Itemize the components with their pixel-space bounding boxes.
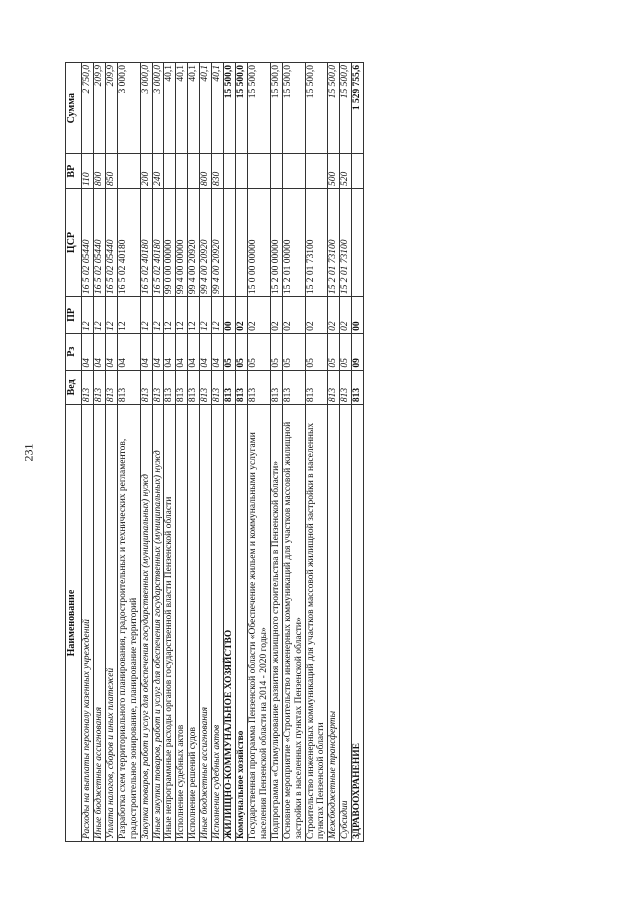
cell-ved: 813 [282,370,305,405]
page-number: 231 [21,443,36,462]
cell-csr: 99 4 00 20920 [212,188,224,296]
table-row [152,63,164,842]
table-row [93,63,105,842]
cell-name: Разработка схем территориального планирования, градостроительных и технических регламентов, градостроительное зонирование, планирование территорий [117,405,140,842]
header-pr: ПР [66,297,82,334]
cell-vr: 520 [340,154,352,189]
cell-csr: 15 2 00 00000 [270,188,282,296]
budget-table [65,62,364,842]
cell-pr: 00 [352,297,364,334]
cell-vr [164,154,176,189]
cell-vr [247,154,270,189]
cell-sum: 15 500,0 [282,63,305,154]
cell-csr: 15 2 01 73100 [340,188,352,296]
cell-pr: 02 [328,297,340,334]
cell-rz: 04 [93,333,105,370]
cell-ved: 813 [82,370,94,405]
header-name: Наименование [66,405,82,842]
cell-name: Межбюджетные трансферты [328,405,340,842]
cell-name: Подпрограмма «Стимулирование развития жилищного строительства в Пензенской области» [270,405,282,842]
cell-sum: 15 500,0 [247,63,270,154]
cell-pr: 12 [164,297,176,334]
header-rz: Рз [66,333,82,370]
cell-rz: 04 [82,333,94,370]
cell-sum: 40,1 [188,63,200,154]
cell-pr: 02 [305,297,328,334]
cell-name: Закупка товаров, работ и услуг для обеспечения государственных (муниципальных) нужд [140,405,152,842]
cell-pr: 12 [188,297,200,334]
cell-ved: 813 [270,370,282,405]
cell-sum: 15 500,0 [305,63,328,154]
table-row [340,63,352,842]
cell-csr: 16 5 02 40180 [117,188,140,296]
cell-rz: 05 [328,333,340,370]
cell-rz: 04 [212,333,224,370]
cell-name: Субсидии [340,405,352,842]
budget-table-container [65,62,610,842]
cell-vr: 500 [328,154,340,189]
cell-vr: 850 [105,154,117,189]
cell-csr [235,188,247,296]
cell-ved: 813 [212,370,224,405]
cell-csr: 15 0 00 00000 [247,188,270,296]
table-row [282,63,305,842]
cell-csr: 99 4 00 20920 [200,188,212,296]
cell-name: Государственная программа Пензенской области «Обеспечение жильем и коммунальными услугами населения Пензенской области на 2014 - 2020 годы» [247,405,270,842]
cell-pr: 00 [224,297,236,334]
cell-vr [305,154,328,189]
table-row [140,63,152,842]
cell-sum: 3 000,0 [152,63,164,154]
cell-name: Иные непрограммные расходы органов государственной власти Пензенской области [164,405,176,842]
cell-rz: 04 [176,333,188,370]
cell-pr: 12 [152,297,164,334]
table-row [117,63,140,842]
cell-rz: 05 [305,333,328,370]
cell-csr: 15 2 01 73100 [305,188,328,296]
cell-sum: 209,9 [93,63,105,154]
cell-csr [224,188,236,296]
table-row [305,63,328,842]
cell-ved: 813 [352,370,364,405]
header-sum: Сумма [66,63,82,154]
cell-pr: 12 [176,297,188,334]
cell-name: Иные бюджетные ассигнования [93,405,105,842]
cell-csr: 16 5 02 40180 [152,188,164,296]
cell-name: Исполнение судебных актов [212,405,224,842]
table-row [352,63,364,842]
cell-vr: 110 [82,154,94,189]
cell-rz: 04 [188,333,200,370]
cell-rz: 05 [270,333,282,370]
cell-name: Исполнение судебных актов [176,405,188,842]
cell-csr: 16 5 02 40180 [140,188,152,296]
cell-ved: 813 [340,370,352,405]
cell-rz: 05 [340,333,352,370]
table-header-row [66,63,82,842]
cell-vr: 800 [93,154,105,189]
header-csr: ЦСР [66,188,82,296]
cell-pr: 12 [105,297,117,334]
cell-csr: 15 2 01 73100 [328,188,340,296]
header-ved: Вед [66,370,82,405]
cell-csr: 99 4 00 00000 [176,188,188,296]
table-row [105,63,117,842]
cell-ved: 813 [93,370,105,405]
cell-sum: 15 500,0 [235,63,247,154]
cell-vr: 240 [152,154,164,189]
cell-rz: 05 [282,333,305,370]
table-row [176,63,188,842]
cell-vr [224,154,236,189]
cell-name: ЗДРАВООХРАНЕНИЕ [352,405,364,842]
cell-ved: 813 [224,370,236,405]
cell-ved: 813 [328,370,340,405]
cell-rz: 09 [352,333,364,370]
cell-rz: 05 [224,333,236,370]
cell-vr [282,154,305,189]
cell-name: Коммунальное хозяйство [235,405,247,842]
cell-pr: 12 [140,297,152,334]
cell-pr: 02 [340,297,352,334]
cell-rz: 04 [117,333,140,370]
table-row [270,63,282,842]
cell-vr [235,154,247,189]
cell-csr: 16 5 02 05440 [105,188,117,296]
cell-vr: 800 [200,154,212,189]
cell-ved: 813 [305,370,328,405]
cell-sum: 40,1 [176,63,188,154]
table-row [188,63,200,842]
table-body [82,63,364,842]
cell-sum: 209,9 [105,63,117,154]
table-row [235,63,247,842]
cell-vr [117,154,140,189]
cell-vr: 200 [140,154,152,189]
cell-vr [176,154,188,189]
cell-pr: 12 [212,297,224,334]
cell-sum: 40,1 [164,63,176,154]
cell-rz: 04 [200,333,212,370]
table-row [328,63,340,842]
cell-ved: 813 [200,370,212,405]
cell-rz: 04 [152,333,164,370]
table-row [164,63,176,842]
cell-sum: 1 529 755,6 [352,63,364,154]
cell-pr: 12 [93,297,105,334]
cell-csr: 16 5 02 05440 [82,188,94,296]
cell-name: Уплата налогов, сборов и иных платежей [105,405,117,842]
table-row [212,63,224,842]
cell-vr: 830 [212,154,224,189]
cell-rz: 05 [247,333,270,370]
cell-ved: 813 [105,370,117,405]
cell-sum: 3 000,0 [140,63,152,154]
cell-ved: 813 [152,370,164,405]
cell-csr: 15 2 01 00000 [282,188,305,296]
cell-pr: 12 [117,297,140,334]
cell-name: Иные закупки товаров, работ и услуг для обеспечения государственных (муниципальных) нужд [152,405,164,842]
cell-name: ЖИЛИЩНО-КОММУНАЛЬНОЕ ХОЗЯЙСТВО [224,405,236,842]
cell-sum: 2 750,0 [82,63,94,154]
cell-sum: 15 500,0 [270,63,282,154]
table-row [200,63,212,842]
cell-name: Строительство инженерных коммуникаций для участков массовой жилищной застройки в населенных пунктах Пензенской области [305,405,328,842]
cell-sum: 15 500,0 [340,63,352,154]
cell-name: Исполнение решений судов [188,405,200,842]
cell-name: Расходы на выплаты персоналу казенных учреждений [82,405,94,842]
cell-pr: 02 [270,297,282,334]
cell-rz: 05 [235,333,247,370]
cell-ved: 813 [117,370,140,405]
cell-ved: 813 [188,370,200,405]
cell-csr [352,188,364,296]
cell-pr: 12 [82,297,94,334]
cell-rz: 04 [105,333,117,370]
table-row [224,63,236,842]
cell-sum: 40,1 [212,63,224,154]
cell-pr: 02 [235,297,247,334]
cell-ved: 813 [140,370,152,405]
cell-rz: 04 [164,333,176,370]
cell-pr: 12 [200,297,212,334]
cell-rz: 04 [140,333,152,370]
cell-csr: 99 4 00 20920 [188,188,200,296]
cell-sum: 40,1 [200,63,212,154]
cell-sum: 15 500,0 [328,63,340,154]
table-row [247,63,270,842]
cell-pr: 02 [282,297,305,334]
cell-csr: 16 5 02 05440 [93,188,105,296]
header-vr: ВР [66,154,82,189]
cell-ved: 813 [164,370,176,405]
cell-name: Основное мероприятие «Строительство инженерных коммуникаций для участков массовой жилищной застройки в населенных пунктах Пензенской области» [282,405,305,842]
cell-sum: 3 000,0 [117,63,140,154]
cell-vr [188,154,200,189]
cell-ved: 813 [247,370,270,405]
cell-pr: 02 [247,297,270,334]
cell-vr [270,154,282,189]
cell-sum: 15 500,0 [224,63,236,154]
cell-vr [352,154,364,189]
table-row [82,63,94,842]
cell-ved: 813 [176,370,188,405]
cell-name: Иные бюджетные ассигнования [200,405,212,842]
cell-ved: 813 [235,370,247,405]
cell-csr: 99 0 00 00000 [164,188,176,296]
